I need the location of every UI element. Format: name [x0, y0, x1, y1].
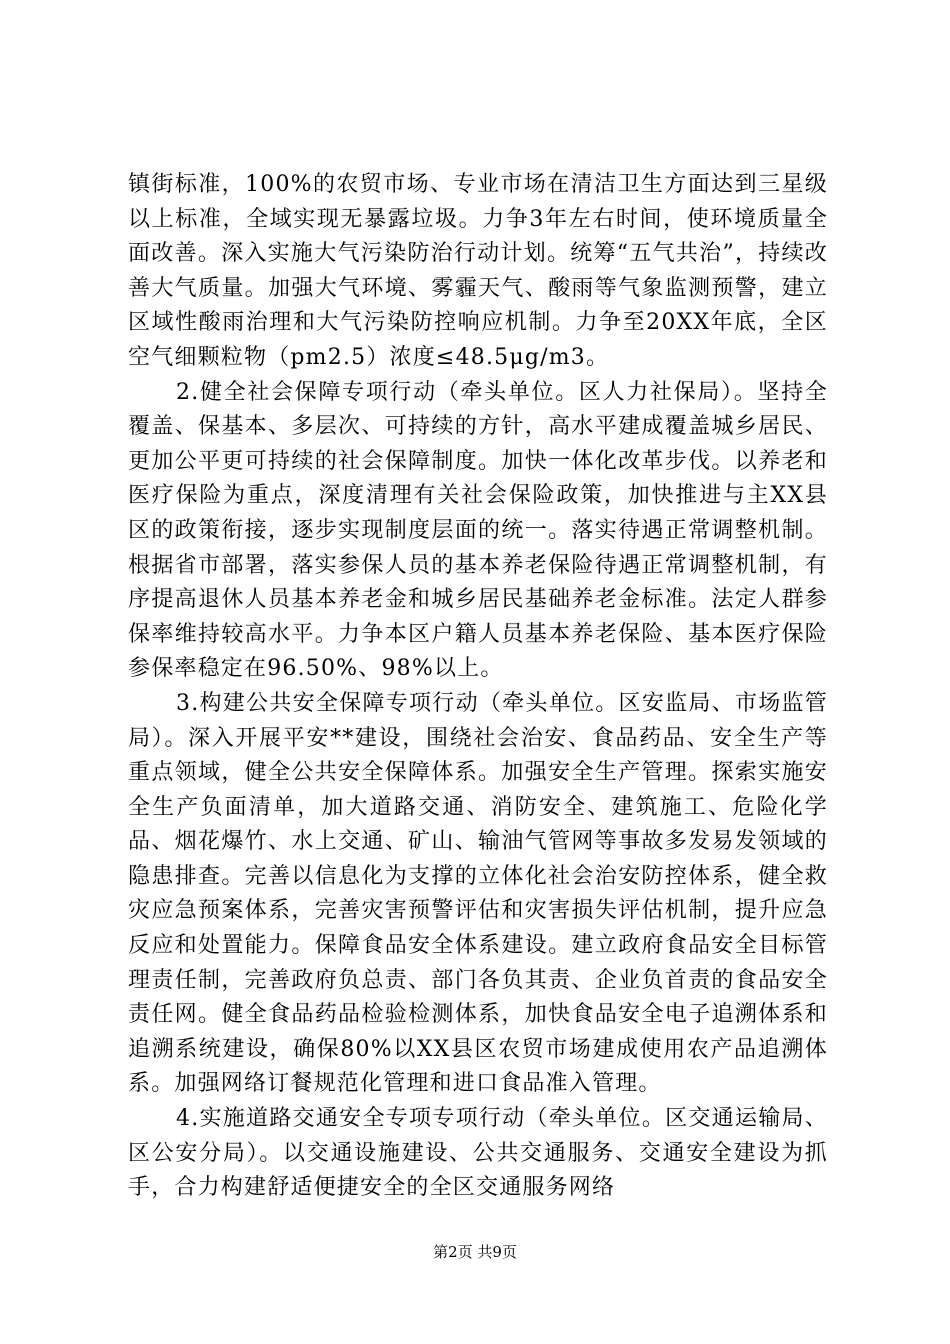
paragraph-social-security: 2.健全社会保障专项行动（牵头单位。区人力社保局）。坚持全覆盖、保基本、多层次、可持续的方针，高水平建成覆盖城乡居民、更加公平更可持续的社会保障制度。加快一体化改革步伐。以养老和医疗保险为重点，深度清理有关社会保险政策，加快推进与主XX县区的政策衔接，逐步实现制度层面的统一。落实待遇正常调整机制。根据省市部署，落实参保人员的基本养老保险待遇正常调整机制，有序提高退休人员基本养老金和城乡居民基础养老金标准。法定人群参保率维持较高水平。力争本区户籍人员基本养老保险、基本医疗保险参保率稳定在96.50%、98%以上。: [128, 379, 828, 682]
paragraph-environment-continued: 镇街标准，100%的农贸市场、专业市场在清洁卫生方面达到三星级以上标准，全域实现无暴露垃圾。力争3年左右时间，使环境质量全面改善。深入实施大气污染防治行动计划。统筹“五气共治”，持续改善大气质量。加强大气环境、雾霾天气、酸雨等气象监测预警，建立区域性酸雨治理和大气污染防控响应机制。力争至20XX年底，全区空气细颗粒物（pm2.5）浓度≤48.5μg/m3。: [128, 172, 828, 370]
paragraph-road-traffic: 4.实施道路交通安全专项专项行动（牵头单位。区交通运输局、区公安分局）。以交通设施建设、公共交通服务、交通安全建设为抓手，合力构建舒适便捷安全的全区交通服务网络: [128, 1106, 828, 1201]
page-footer: 第2页 共9页: [433, 1243, 517, 1261]
document-body: [128, 168, 828, 1206]
paragraph-public-safety: 3.构建公共安全保障专项行动（牵头单位。区安监局、市场监管局）。深入开展平安**建设，围绕社会治安、食品药品、安全生产等重点领域，健全公共安全保障体系。加强安全生产管理。探索实施安全生产负面清单，加大道路交通、消防安全、建筑施工、危险化学品、烟花爆竹、水上交通、矿山、输油气管网等事故多发易发领域的隐患排查。完善以信息化为支撑的立体化社会治安防控体系，健全救灾应急预案体系，完善灾害预警评估和灾害损失评估机制，提升应急反应和处置能力。保障食品安全体系建设。建立政府食品安全目标管理责任制，完善政府负总责、部门各负其责、企业负首责的食品安全责任网。健全食品药品检验检测体系，加快食品安全电子追溯体系和追溯系统建设，确保80%以XX县区农贸市场建成使用农产品追溯体系。加强网络订餐规范化管理和进口食品准入管理。: [128, 690, 828, 1097]
